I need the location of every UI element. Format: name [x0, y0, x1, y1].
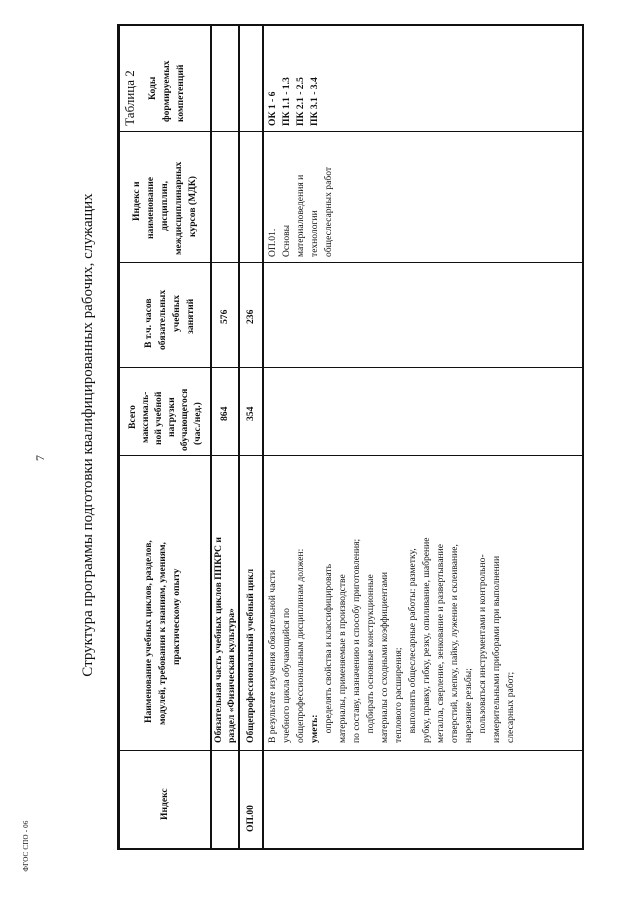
table-label: Таблица 2	[122, 70, 137, 126]
header-index: Индекс	[159, 788, 170, 820]
row-op-max-load: 354	[245, 406, 256, 421]
header-codes: Коды формируемых компетенций	[147, 60, 186, 122]
row-mandatory-name: Обязательная часть учебных циклов ППКРС и раздел «Физическая культура»	[213, 537, 237, 743]
row-detail-codes: ОК 1 - 6 ПК 1.1 - 1.3 ПК 2.1 - 2.5 ПК 3.1 - 3.4	[267, 77, 320, 126]
row-mandatory-hours: 576	[219, 309, 230, 324]
row-op-index: ОП.00	[245, 805, 256, 832]
header-max-load: Всего максималь- ной учебной нагрузки обучающегося (час./нед.)	[127, 388, 203, 451]
page-number: 7	[33, 455, 47, 461]
header-discipline: Индекс и наименование дисциплин, междисциплинарных курсов (МДК)	[131, 161, 198, 255]
row-detail-discipline: ОП.01. Основы материаловедения и технологии общеслесарных работ	[267, 166, 334, 257]
row-detail-text: В результате изучения обязательной части учебного цикла обучающийся по общепрофессиональным дисциплинам должен: уметь: определять свойства и классифицировать материалы, применяемые в производстве по составу, назначению и способу приготовления; подбирать основные конструкционные материалы со сходными коэффициентами теплового расширения; выполнять общеслесарные работы: разметку, рубку, правку, гибку, резку, опиливание, шабрение металла, сверление, зенкование и развертывание отверстий, клепку, пайку, лужение и склеивание, нарезание резьбы; пользоваться инструментами и контрольно- измерительными приборами при выполнении слесарных работ;	[267, 537, 516, 743]
row-op-name: Общепрофессиональный учебный цикл	[245, 568, 256, 743]
row-mandatory-max-load: 864	[219, 406, 230, 421]
row-op-hours: 236	[245, 309, 256, 324]
footer: ФГОС СПО - 06	[22, 820, 30, 872]
header-name: Наименование учебных циклов, разделов, модулей, требования к знаниям, умениям, практическому опыту	[143, 540, 182, 725]
page-title: Структура программы подготовки квалифицированных рабочих, служащих	[80, 193, 96, 677]
header-mandatory: В т.ч. часов обязательных учебных занятий	[143, 289, 196, 350]
